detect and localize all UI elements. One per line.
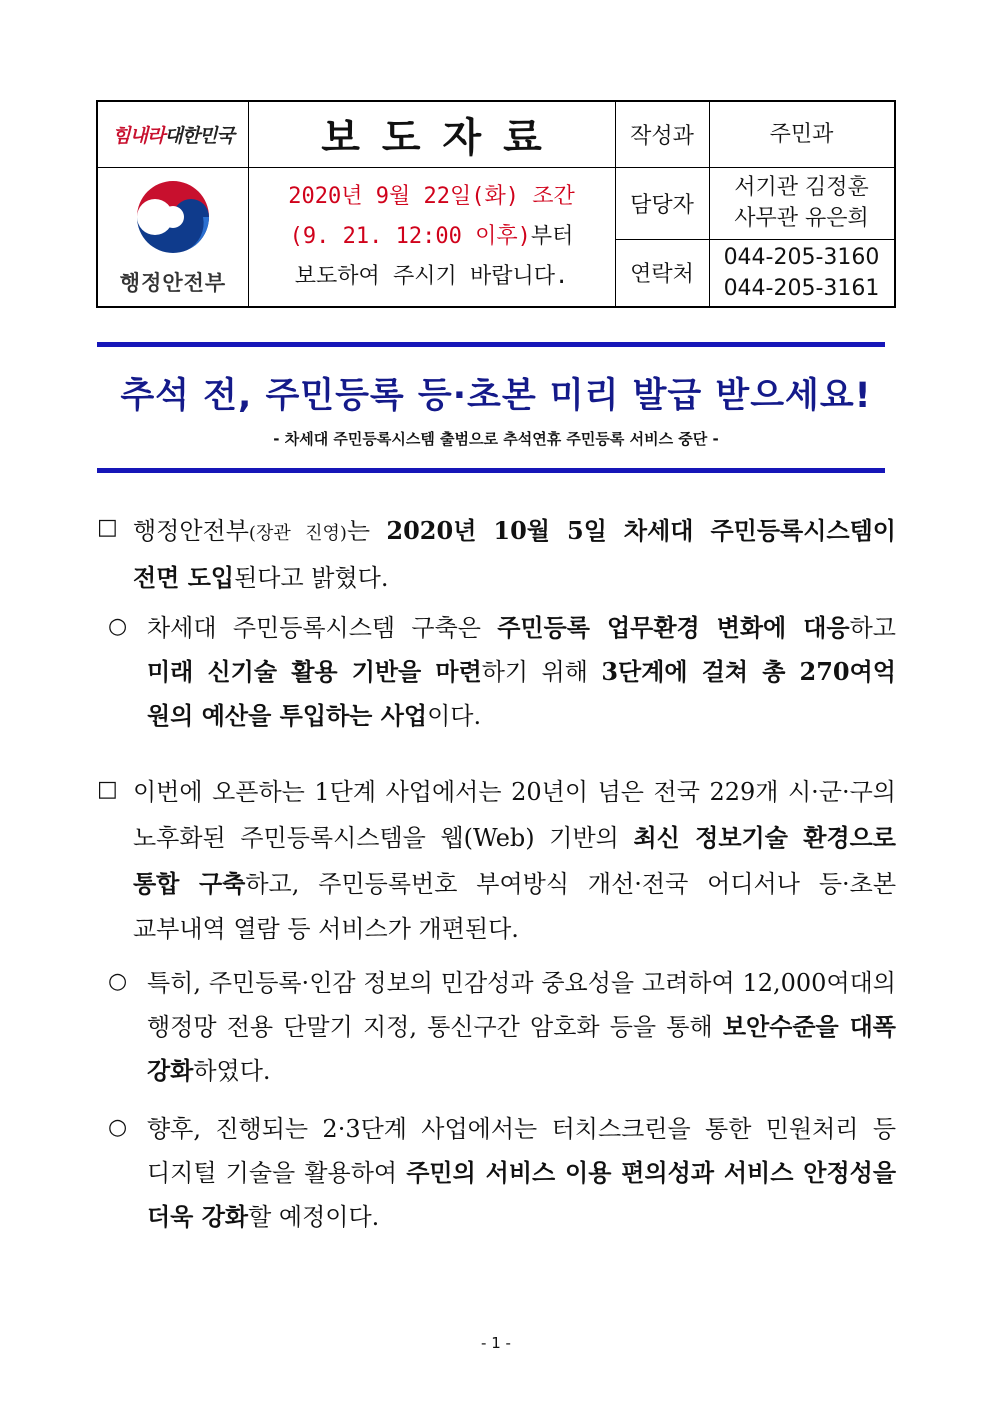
- embargo-time-suffix: 부터: [530, 223, 574, 249]
- square-bullet-icon: □: [97, 777, 118, 802]
- paragraph-3: [133, 770, 896, 952]
- press-release-header-table: [96, 100, 896, 308]
- phone-number-2: 044-205-3161: [723, 275, 880, 301]
- slogan-text-red: 힘내라: [112, 125, 165, 147]
- circle-bullet-icon: ○: [108, 969, 128, 994]
- square-bullet-icon: □: [97, 515, 118, 540]
- headline: 추석 전, 주민등록 등·초본 미리 발급 받으세요!: [120, 376, 872, 416]
- ministry-emblem-block: [98, 167, 248, 306]
- page-number: - 1 -: [481, 1334, 511, 1352]
- embargo-time: (9. 21. 12:00 이후): [289, 223, 531, 249]
- text-span: 차세대 주민등록시스템 구축은: [147, 614, 498, 642]
- text-span: 향후, 진행되는 2·3단계 사업에서는 터치스크린을 통한 민원처리 등 디지털 기술을 활용하여: [147, 1115, 896, 1187]
- department-label: 작성과: [630, 124, 694, 149]
- bold-span: 2020년 10월 5일 차세대 주민등록시스템이 전면 도입: [133, 516, 896, 592]
- phone-number-1: 044-205-3160: [723, 244, 880, 270]
- text-span: 하기 위해: [481, 658, 602, 686]
- embargo-date: 2020년 9월 22일(화) 조간: [288, 183, 575, 209]
- bold-span: 미래 신기술 활용 기반을 마련: [147, 657, 482, 686]
- text-span: 된다고 밝혔다.: [234, 564, 389, 592]
- phone-label: 연락처: [630, 262, 694, 287]
- document-type-title: 보도자료: [321, 115, 564, 161]
- contact-person-2: 사무관 유은희: [734, 206, 869, 231]
- circle-bullet-icon: ○: [108, 1115, 128, 1140]
- slogan-logo: [98, 102, 248, 167]
- ministry-name: 행정안전부: [119, 270, 227, 295]
- department-value: 주민과: [769, 122, 834, 147]
- paragraph-4: [147, 961, 896, 1093]
- text-span: 하였다.: [193, 1057, 271, 1085]
- paragraph-1: [133, 509, 896, 600]
- text-span: 특히, 주민등록·인감 정보의 민감성과 중요성을 고려하여 12,000여대의 행정망 전용 단말기 지정, 통신구간 암호화 등을 통해: [147, 969, 896, 1041]
- embargo-time-line: [290, 217, 574, 257]
- text-span: 이다.: [427, 702, 482, 730]
- bold-span: 최신 정보기술 환경으로 통합 구축: [133, 823, 896, 898]
- contact-person-1: 서기관 김정훈: [734, 175, 869, 200]
- headline-bottom-rule: [97, 468, 885, 473]
- embargo-notice: [248, 167, 615, 306]
- text-span: 는: [346, 517, 387, 545]
- text-span: 행정안전부: [133, 517, 249, 545]
- text-span: 이번에 오픈하는 1단계 사업에서는 20년이 넘은 전국 229개 시·군·구의 노후화된 주민등록시스템을 웹(Web) 기반의: [133, 778, 896, 852]
- text-span: 하고, 주민등록번호 부여방식 개선·전국 어디서나 등·초본 교부내역 열람 등 서비스가 개편된다.: [133, 870, 897, 943]
- text-span: 하고: [849, 614, 896, 642]
- subheadline: - 차세대 주민등록시스템 출범으로 추석연휴 주민등록 서비스 중단 -: [273, 430, 719, 448]
- text-span: (장관 진영): [248, 523, 347, 544]
- phone-numbers: [709, 239, 894, 306]
- paragraph-5: [147, 1107, 896, 1239]
- slogan-text-black: 대한민국: [164, 125, 234, 147]
- bold-span: 주민의 서비스 이용 편의성과 서비스 안정성을 더욱 강화: [147, 1158, 896, 1231]
- bold-span: 보안수준을 대폭 강화: [147, 1012, 896, 1085]
- embargo-instruction: 보도하여 주시기 바랍니다.: [294, 263, 569, 289]
- taegeuk-emblem-icon: [127, 177, 219, 261]
- bold-span: 3단계에 걸쳐 총 270여억 원의 예산을 투입하는 사업: [147, 657, 896, 730]
- bold-span: 주민등록 업무환경 변화에 대응: [497, 613, 850, 642]
- circle-bullet-icon: ○: [108, 614, 128, 639]
- paragraph-2: [147, 606, 896, 738]
- contact-persons: [709, 167, 894, 239]
- text-span: 할 예정이다.: [248, 1203, 380, 1231]
- contact-person-label: 담당자: [630, 192, 694, 218]
- headline-top-rule: [97, 342, 885, 347]
